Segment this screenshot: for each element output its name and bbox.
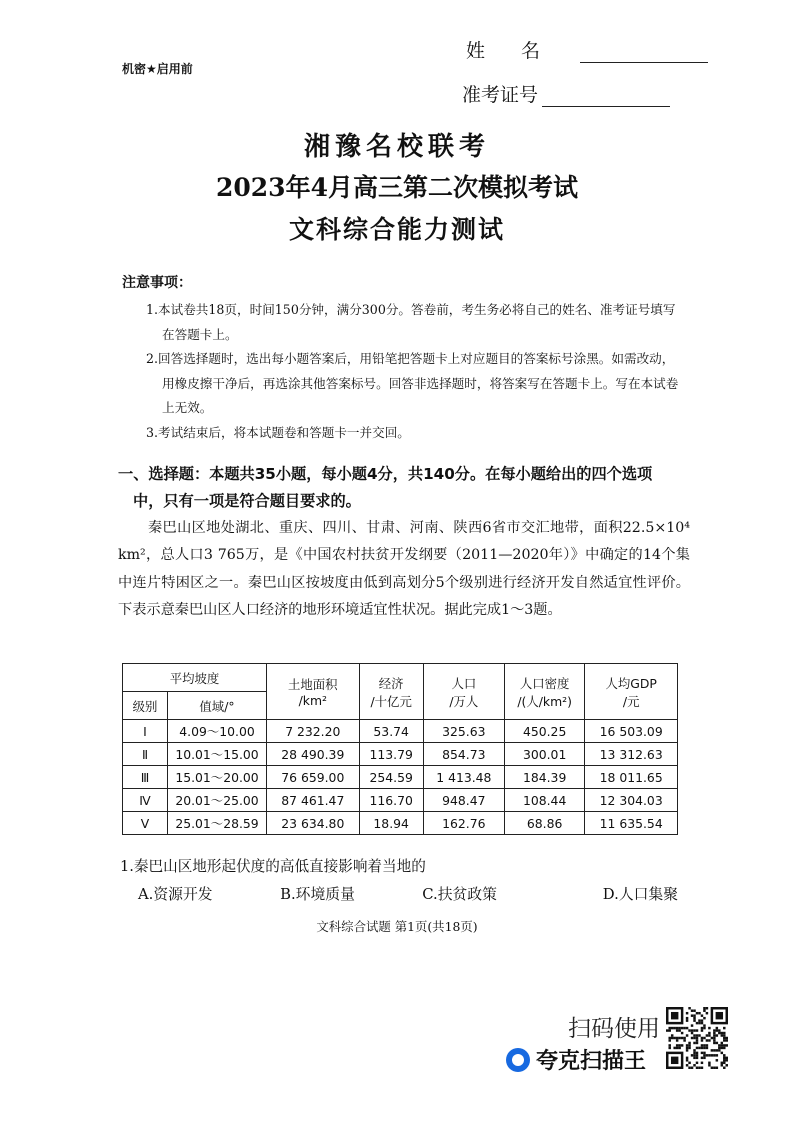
table-cell-population: 162.76 (423, 812, 504, 835)
table-cell-economy: 254.59 (359, 766, 423, 789)
table-cell-density: 68.86 (504, 812, 584, 835)
option-b: B.环境质量 (280, 886, 355, 903)
header-economy: 经济 /十亿元 (359, 664, 423, 720)
table-cell-population: 1 413.48 (423, 766, 504, 789)
option-d: D.人口集聚 (602, 886, 679, 903)
header-slope: 平均坡度 (123, 664, 267, 692)
header-range: 值域/° (168, 692, 267, 720)
scan-hint: 扫码使用 (568, 1016, 660, 1042)
slope-table (122, 663, 678, 835)
table-row (123, 743, 678, 766)
table-cell-economy: 116.70 (359, 789, 423, 812)
table-cell-level: Ⅱ (123, 743, 168, 766)
table-cell-area: 87 461.47 (267, 789, 360, 812)
exam-organizer-title: 湘豫名校联考 (303, 132, 490, 162)
section-heading-line: 一、选择题：本题共35小题，每小题4分，共140分。在每小题给出的四个选项 (118, 465, 653, 483)
option-a: A.资源开发 (138, 886, 213, 903)
table-cell-density: 184.39 (504, 766, 584, 789)
table-cell-gdp: 12 304.03 (585, 789, 678, 812)
question-stem: 1.秦巴山区地形起伏度的高低直接影响着当地的 (120, 858, 426, 875)
table-cell-population: 948.47 (423, 789, 504, 812)
table-cell-gdp: 16 503.09 (585, 720, 678, 743)
notice-item: 3.考试结束后，将本试题卷和答题卡一并交回。 (146, 424, 410, 440)
table-cell-population: 854.73 (423, 743, 504, 766)
header-level: 级别 (123, 692, 168, 720)
quark-logo-icon (506, 1048, 530, 1072)
table-cell-economy: 18.94 (359, 812, 423, 835)
material-paragraph (118, 515, 690, 624)
table-cell-range: 4.09～10.00 (168, 720, 267, 743)
table-row (123, 766, 678, 789)
table-cell-economy: 53.74 (359, 720, 423, 743)
section-heading-line: 中，只有一项是符合题目要求的。 (133, 492, 361, 510)
table-cell-density: 450.25 (504, 720, 584, 743)
table-cell-economy: 113.79 (359, 743, 423, 766)
name-label: 姓名 (466, 40, 577, 62)
scanner-brand (506, 1044, 646, 1075)
section-heading (118, 461, 688, 515)
table-cell-range: 15.01～20.00 (168, 766, 267, 789)
exam-id-blank (542, 84, 670, 107)
table-cell-area: 7 232.20 (267, 720, 360, 743)
table-cell-density: 300.01 (504, 743, 584, 766)
table-cell-gdp: 18 011.65 (585, 766, 678, 789)
notice-heading: 注意事项： (122, 275, 192, 291)
exam-id-field (462, 80, 670, 107)
table-cell-area: 23 634.80 (267, 812, 360, 835)
scanner-brand-name: 夸克扫描王 (536, 1049, 647, 1074)
exam-name-title: 2023年4月高三第二次模拟考试 (216, 173, 578, 202)
table-cell-range: 20.01～25.00 (168, 789, 267, 812)
material-text: 秦巴山区地处湖北、重庆、四川、甘肃、河南、陕西6省市交汇地带，面积22.5×10⁴ km²，总人口3 765万，是《中国农村扶贫开发纲要（2011—2020年）》中确定的14个集中连片特困区之一。秦巴山区按坡度由低到高划分5个级别进行经济开发自然适宜性评价。下表示意秦巴山区人口经济的地形环境适宜性状况。据此完成1～3题。 (118, 520, 690, 618)
notice-item: 2.回答选择题时，选出每小题答案后，用铅笔把答题卡上对应题目的答案标号涂黑。如需改动，用橡皮擦干净后，再选涂其他答案标号。回答非选择题时，将答案写在答题卡上。写在本试卷上无效。 (146, 351, 679, 416)
notice-list (146, 298, 686, 446)
table-cell-range: 10.01～15.00 (168, 743, 267, 766)
header-area: 土地面积 /km² (267, 664, 360, 720)
qr-code-icon[interactable] (666, 1007, 728, 1069)
notice-item: 1.本试卷共18页，时间150分钟，满分300分。答卷前，考生务必将自己的姓名、准考证号填写在答题卡上。 (146, 302, 676, 342)
table-cell-level: Ⅳ (123, 789, 168, 812)
table-cell-level: Ⅰ (123, 720, 168, 743)
header-density: 人口密度 /(人/km²) (504, 664, 584, 720)
question-options (138, 883, 678, 904)
table-cell-level: Ⅲ (123, 766, 168, 789)
table-row (123, 789, 678, 812)
table-cell-population: 325.63 (423, 720, 504, 743)
name-field (466, 36, 708, 63)
header-gdp: 人均GDP /元 (585, 664, 678, 720)
table-cell-level: Ⅴ (123, 812, 168, 835)
table-cell-range: 25.01～28.59 (168, 812, 267, 835)
page-footer: 文科综合试题 第1页(共18页) (316, 919, 478, 934)
option-c: C.扶贫政策 (422, 886, 497, 903)
table-cell-density: 108.44 (504, 789, 584, 812)
exam-subject-title: 文科综合能力测试 (288, 215, 505, 244)
table-cell-area: 28 490.39 (267, 743, 360, 766)
table-cell-gdp: 11 635.54 (585, 812, 678, 835)
name-blank (580, 40, 708, 63)
table-cell-area: 76 659.00 (267, 766, 360, 789)
table-row (123, 812, 678, 835)
table-row (123, 720, 678, 743)
confidential-label: 机密★启用前 (122, 62, 193, 76)
header-population: 人口 /万人 (423, 664, 504, 720)
exam-id-label: 准考证号 (462, 84, 539, 106)
table-cell-gdp: 13 312.63 (585, 743, 678, 766)
